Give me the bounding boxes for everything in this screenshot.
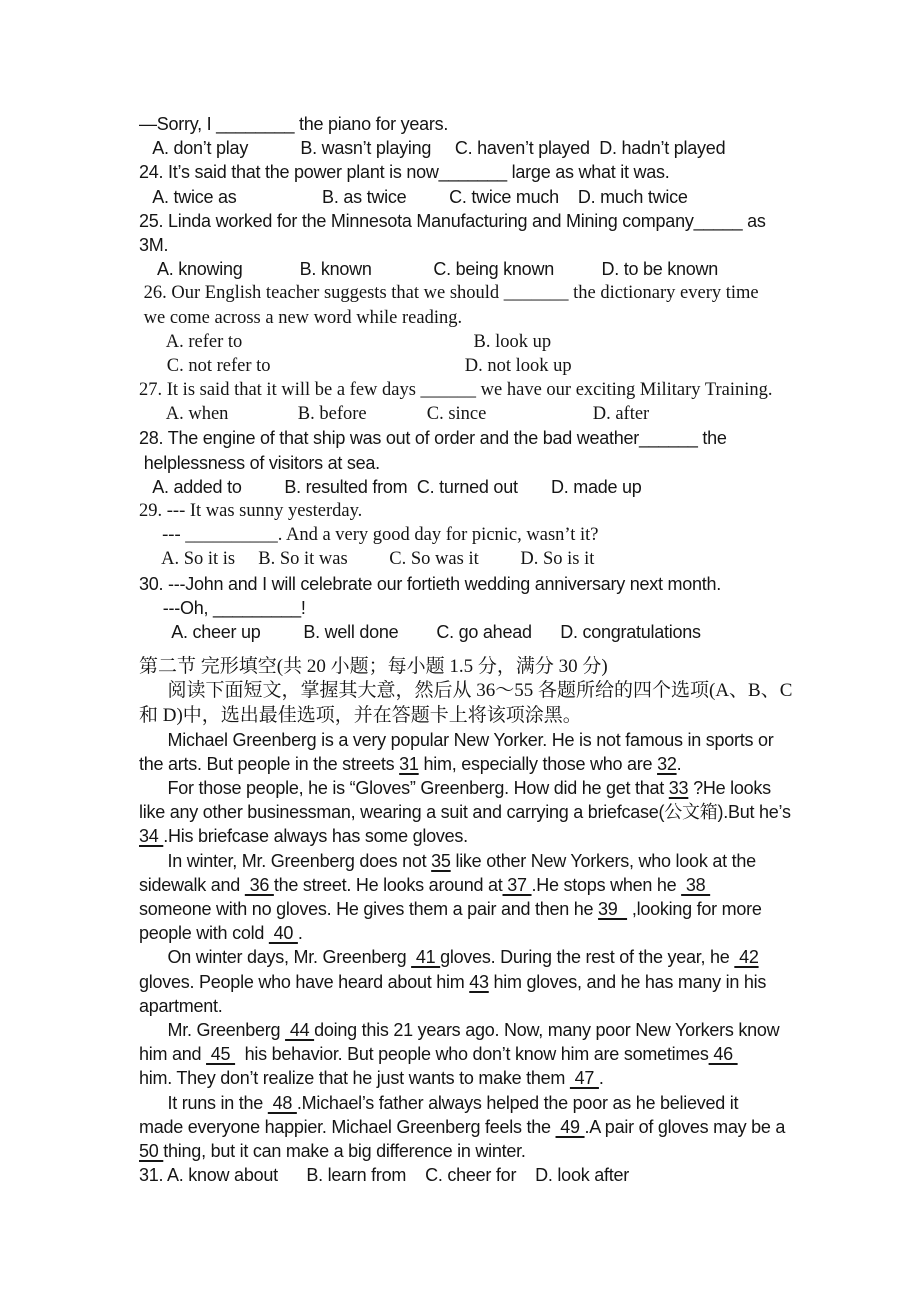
blank-50: 50	[139, 1140, 164, 1161]
text-run: ,looking for more	[627, 899, 762, 919]
blank-33: 33	[668, 778, 689, 799]
section-gap	[139, 644, 920, 655]
text-run: like any other businessman, wearing a suit and carrying a briefcase(公文箱).But he’s	[139, 802, 791, 823]
passage-line	[139, 776, 920, 800]
question-24-stem	[139, 160, 920, 184]
blank-39: 39	[598, 899, 628, 919]
passage-line	[139, 994, 920, 1018]
passage-line	[139, 824, 920, 848]
text-run: A. when B. before C. since D. after	[139, 404, 650, 425]
text-run: A. twice as B. as twice C. twice much D. much twice	[139, 186, 688, 207]
text-run: 第二节 完形填空(共 20 小题；每小题 1.5 分，满分 30 分)	[139, 656, 608, 678]
question-28-options	[139, 475, 920, 499]
text-run: ?He looks	[688, 778, 771, 799]
cloze-instructions-line2	[139, 704, 920, 728]
text-run: .	[598, 1068, 604, 1089]
text-run: apartment.	[139, 995, 223, 1016]
passage-line	[139, 873, 920, 897]
text-run: —Sorry, I ________ the piano for years.	[139, 114, 449, 134]
text-run: For those people, he is “Gloves” Greenberg. How did he get that	[139, 778, 669, 799]
blank-43: 43	[469, 971, 489, 992]
text-run: .He stops when he	[531, 874, 682, 895]
blank-34: 34	[139, 826, 164, 847]
passage-line	[139, 849, 920, 873]
passage-line	[139, 728, 920, 752]
question-29-line2	[139, 523, 920, 547]
passage-line	[139, 921, 920, 945]
text-run: 26. Our English teacher suggests that we should _______ the dictionary every time	[139, 283, 759, 304]
text-run: .His briefcase always has some gloves.	[163, 826, 468, 847]
blank-36: 36	[244, 874, 274, 895]
document-content	[139, 112, 920, 1187]
text-run: ---Oh, _________!	[139, 597, 306, 618]
text-run: A. knowing B. known C. being known D. to be known	[139, 259, 719, 280]
blank-46: 46	[708, 1044, 738, 1065]
question-29-options	[139, 547, 920, 571]
text-run: 27. It is said that it will be a few days ______ we have our exciting Military Training.	[139, 380, 773, 401]
passage-line	[139, 897, 920, 921]
blank-48: 48	[267, 1092, 297, 1113]
text-run: On winter days, Mr. Greenberg	[139, 947, 412, 968]
text-run: the street. He looks around at	[273, 874, 503, 895]
passage-line	[139, 970, 920, 994]
text-run: A. don’t play B. wasn’t playing C. haven’t played D. hadn’t played	[139, 138, 726, 159]
text-run: doing this 21 years ago. Now, many poor New Yorkers know	[314, 1019, 780, 1040]
blank-38: 38	[681, 874, 711, 895]
question-30-line1	[139, 572, 920, 596]
question-23-reply-line	[139, 112, 920, 136]
question-27-stem	[139, 378, 920, 402]
text-run: Mr. Greenberg	[139, 1019, 286, 1040]
text-run: someone with no gloves. He gives them a pair and then he	[139, 899, 599, 919]
text-run: .Michael’s father always helped the poor as he believed it	[296, 1092, 739, 1113]
blank-40: 40	[268, 923, 298, 944]
cloze-section-heading	[139, 655, 920, 679]
text-run: him, especially those who are	[418, 753, 658, 774]
text-run: made everyone happier. Michael Greenberg feels the	[139, 1116, 556, 1137]
text-run: him gloves, and he has many in his	[488, 971, 767, 992]
text-run: 24. It’s said that the power plant is now_______ large as what it was.	[139, 162, 670, 183]
cloze-instructions-line1	[139, 679, 920, 703]
passage-line	[139, 945, 920, 969]
text-run: 28. The engine of that ship was out of order and the bad weather______ the	[139, 428, 727, 449]
passage-line	[139, 1018, 920, 1042]
question-25-options	[139, 257, 920, 281]
passage-line	[139, 1115, 920, 1139]
text-run: Michael Greenberg is a very popular New Yorker. He is not famous in sports or	[139, 729, 774, 750]
text-run: him. They don’t realize that he just wants to make them	[139, 1068, 570, 1089]
blank-35: 35	[431, 850, 451, 871]
text-run: It runs in the	[139, 1092, 268, 1113]
question-26-stem-line1	[139, 281, 920, 305]
question-30-options	[139, 620, 920, 644]
text-run: 25. Linda worked for the Minnesota Manufacturing and Mining company_____ as	[139, 210, 766, 231]
text-run: A. refer to B. look up	[139, 331, 552, 352]
text-run: the arts. But people in the streets	[139, 753, 400, 774]
blank-42: 42	[734, 947, 759, 968]
passage-line	[139, 1091, 920, 1115]
blank-37: 37	[502, 874, 532, 895]
passage-line	[139, 1042, 920, 1066]
text-run: 和 D)中，选出最佳选项，并在答题卡上将该项涂黑。	[139, 704, 582, 726]
question-28-stem-line2	[139, 451, 920, 475]
text-run: gloves. During the rest of the year, he	[440, 947, 735, 968]
question-26-options-line1	[139, 330, 920, 354]
text-run: C. not refer to D. not look up	[139, 355, 572, 376]
passage-line	[139, 1139, 920, 1163]
question-27-options	[139, 402, 920, 426]
text-run: A. added to B. resulted from C. turned out D. made up	[139, 476, 642, 497]
text-run: 阅读下面短文，掌握其大意，然后从 36～55 各题所给的四个选项(A、B、C	[139, 680, 793, 702]
text-run: 30. ---John and I will celebrate our fortieth wedding anniversary next month.	[139, 573, 722, 594]
text-run: like other New Yorkers, who look at the	[450, 850, 756, 871]
text-run: gloves. People who have heard about him	[139, 971, 470, 992]
text-run: him and	[139, 1044, 207, 1065]
question-25-stem-line2	[139, 233, 920, 257]
text-run: .A pair of gloves may be a	[584, 1116, 786, 1137]
text-run: A. So it is B. So it was C. So was it D. So is it	[139, 549, 595, 570]
blank-47: 47	[569, 1068, 599, 1089]
blank-41: 41	[411, 947, 441, 968]
text-run: his behavior. But people who don’t know him are sometimes	[235, 1044, 709, 1065]
question-26-options-line2	[139, 354, 920, 378]
blank-49: 49	[555, 1116, 585, 1137]
text-run: people with cold	[139, 923, 269, 944]
text-run: .	[676, 753, 682, 774]
text-run: 31. A. know about B. learn from C. cheer for D. look after	[139, 1165, 629, 1186]
question-28-stem-line1	[139, 426, 920, 450]
text-run: thing, but it can make a big difference in winter.	[163, 1140, 526, 1161]
blank-45: 45	[206, 1044, 236, 1065]
text-run: A. cheer up B. well done C. go ahead D. congratulations	[139, 621, 701, 642]
blank-31: 31	[399, 753, 419, 774]
text-run: helplessness of visitors at sea.	[139, 452, 380, 473]
text-run: .	[297, 923, 303, 944]
question-26-stem-line2	[139, 306, 920, 330]
question-31-options	[139, 1163, 920, 1187]
question-30-line2	[139, 596, 920, 620]
passage-line	[139, 800, 920, 824]
question-23-options	[139, 136, 920, 160]
text-run: 3M.	[139, 234, 169, 255]
text-run: 29. --- It was sunny yesterday.	[139, 501, 363, 521]
passage-line	[139, 1066, 920, 1090]
passage-line	[139, 752, 920, 776]
text-run: --- __________. And a very good day for picnic, wasn’t it?	[139, 525, 599, 546]
text-run: we come across a new word while reading.	[139, 307, 463, 328]
question-25-stem-line1	[139, 209, 920, 233]
question-24-options	[139, 185, 920, 209]
text-run: sidewalk and	[139, 874, 245, 895]
blank-32: 32	[657, 753, 677, 774]
question-29-line1	[139, 499, 920, 523]
blank-44: 44	[285, 1019, 315, 1040]
text-run: In winter, Mr. Greenberg does not	[139, 850, 432, 871]
